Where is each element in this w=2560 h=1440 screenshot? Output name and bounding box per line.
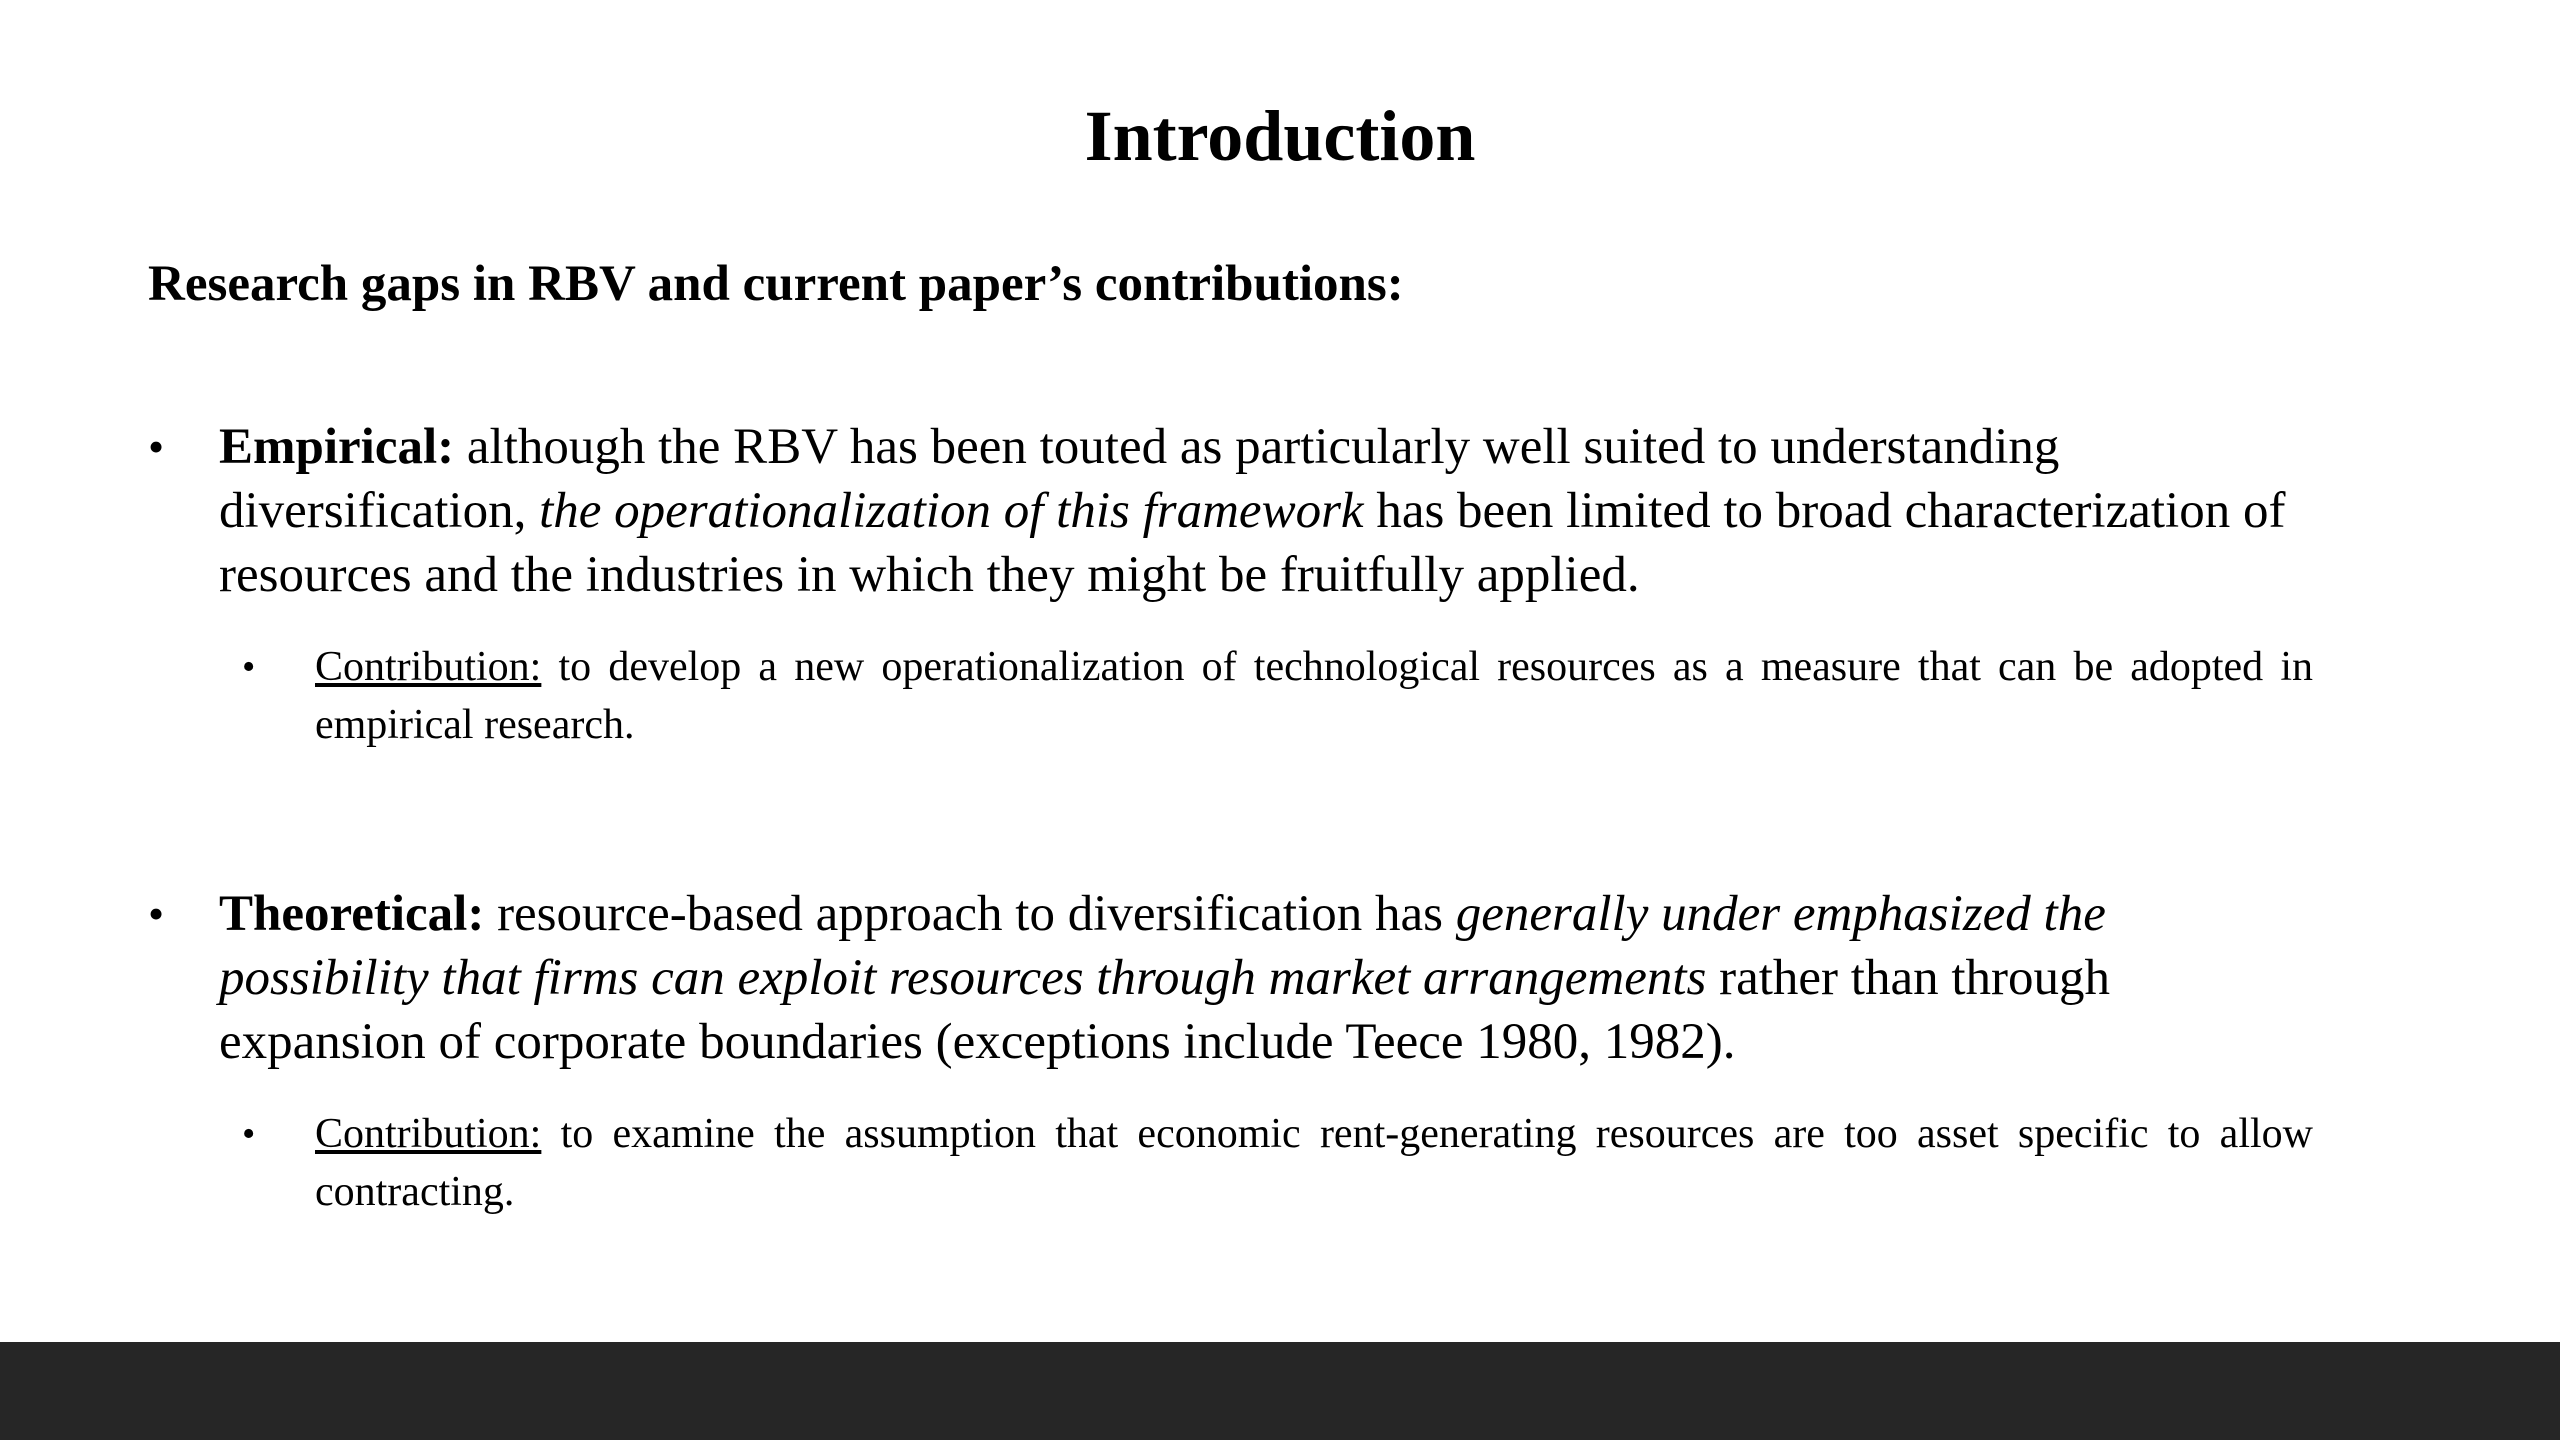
bullet-marker: •	[148, 421, 165, 472]
sub-bullet-text	[315, 1105, 2313, 1221]
slide-subtitle: Research gaps in RBV and current paper’s contributions:	[148, 256, 1404, 312]
bullet-text-segment: has been limited to broad characterization of resources and the industries in which they might be fruitfully applied.	[219, 483, 2286, 603]
contribution-label: Contribution:	[315, 1111, 542, 1157]
contribution-label: Contribution:	[315, 644, 542, 690]
bullet-text	[219, 415, 2299, 607]
bullet-text-emphasis: generally under emphasized the possibility that firms can exploit resources through market arrangements	[219, 886, 2106, 1006]
sub-bullet-text	[315, 638, 2313, 754]
bullet-text-segment: although the RBV has been touted as particularly well suited to understanding diversification,	[219, 419, 2060, 539]
bullet-label: Theoretical:	[219, 886, 485, 942]
bullet-text-segment: rather than through expansion of corporate boundaries (exceptions include Teece 1980, 1982).	[219, 950, 2110, 1070]
sub-bullet-marker: •	[242, 1113, 256, 1155]
bullet-text-segment: resource-based approach to diversification has	[484, 886, 1456, 942]
contribution-text: to develop a new operationalization of technological resources as a measure that can be adopted in empirical research.	[315, 644, 2313, 748]
sub-bullet-marker: •	[242, 646, 256, 688]
bullet-text-emphasis: the operationalization of this framework	[539, 483, 1364, 539]
bullet-marker: •	[148, 888, 165, 939]
footer-bar	[0, 1342, 2560, 1440]
slide-title: Introduction	[1084, 96, 1476, 176]
bullet-label: Empirical:	[219, 419, 455, 475]
bullet-text	[219, 882, 2299, 1074]
contribution-text: to examine the assumption that economic rent-generating resources are too asset specific to allow contracting.	[315, 1111, 2313, 1215]
